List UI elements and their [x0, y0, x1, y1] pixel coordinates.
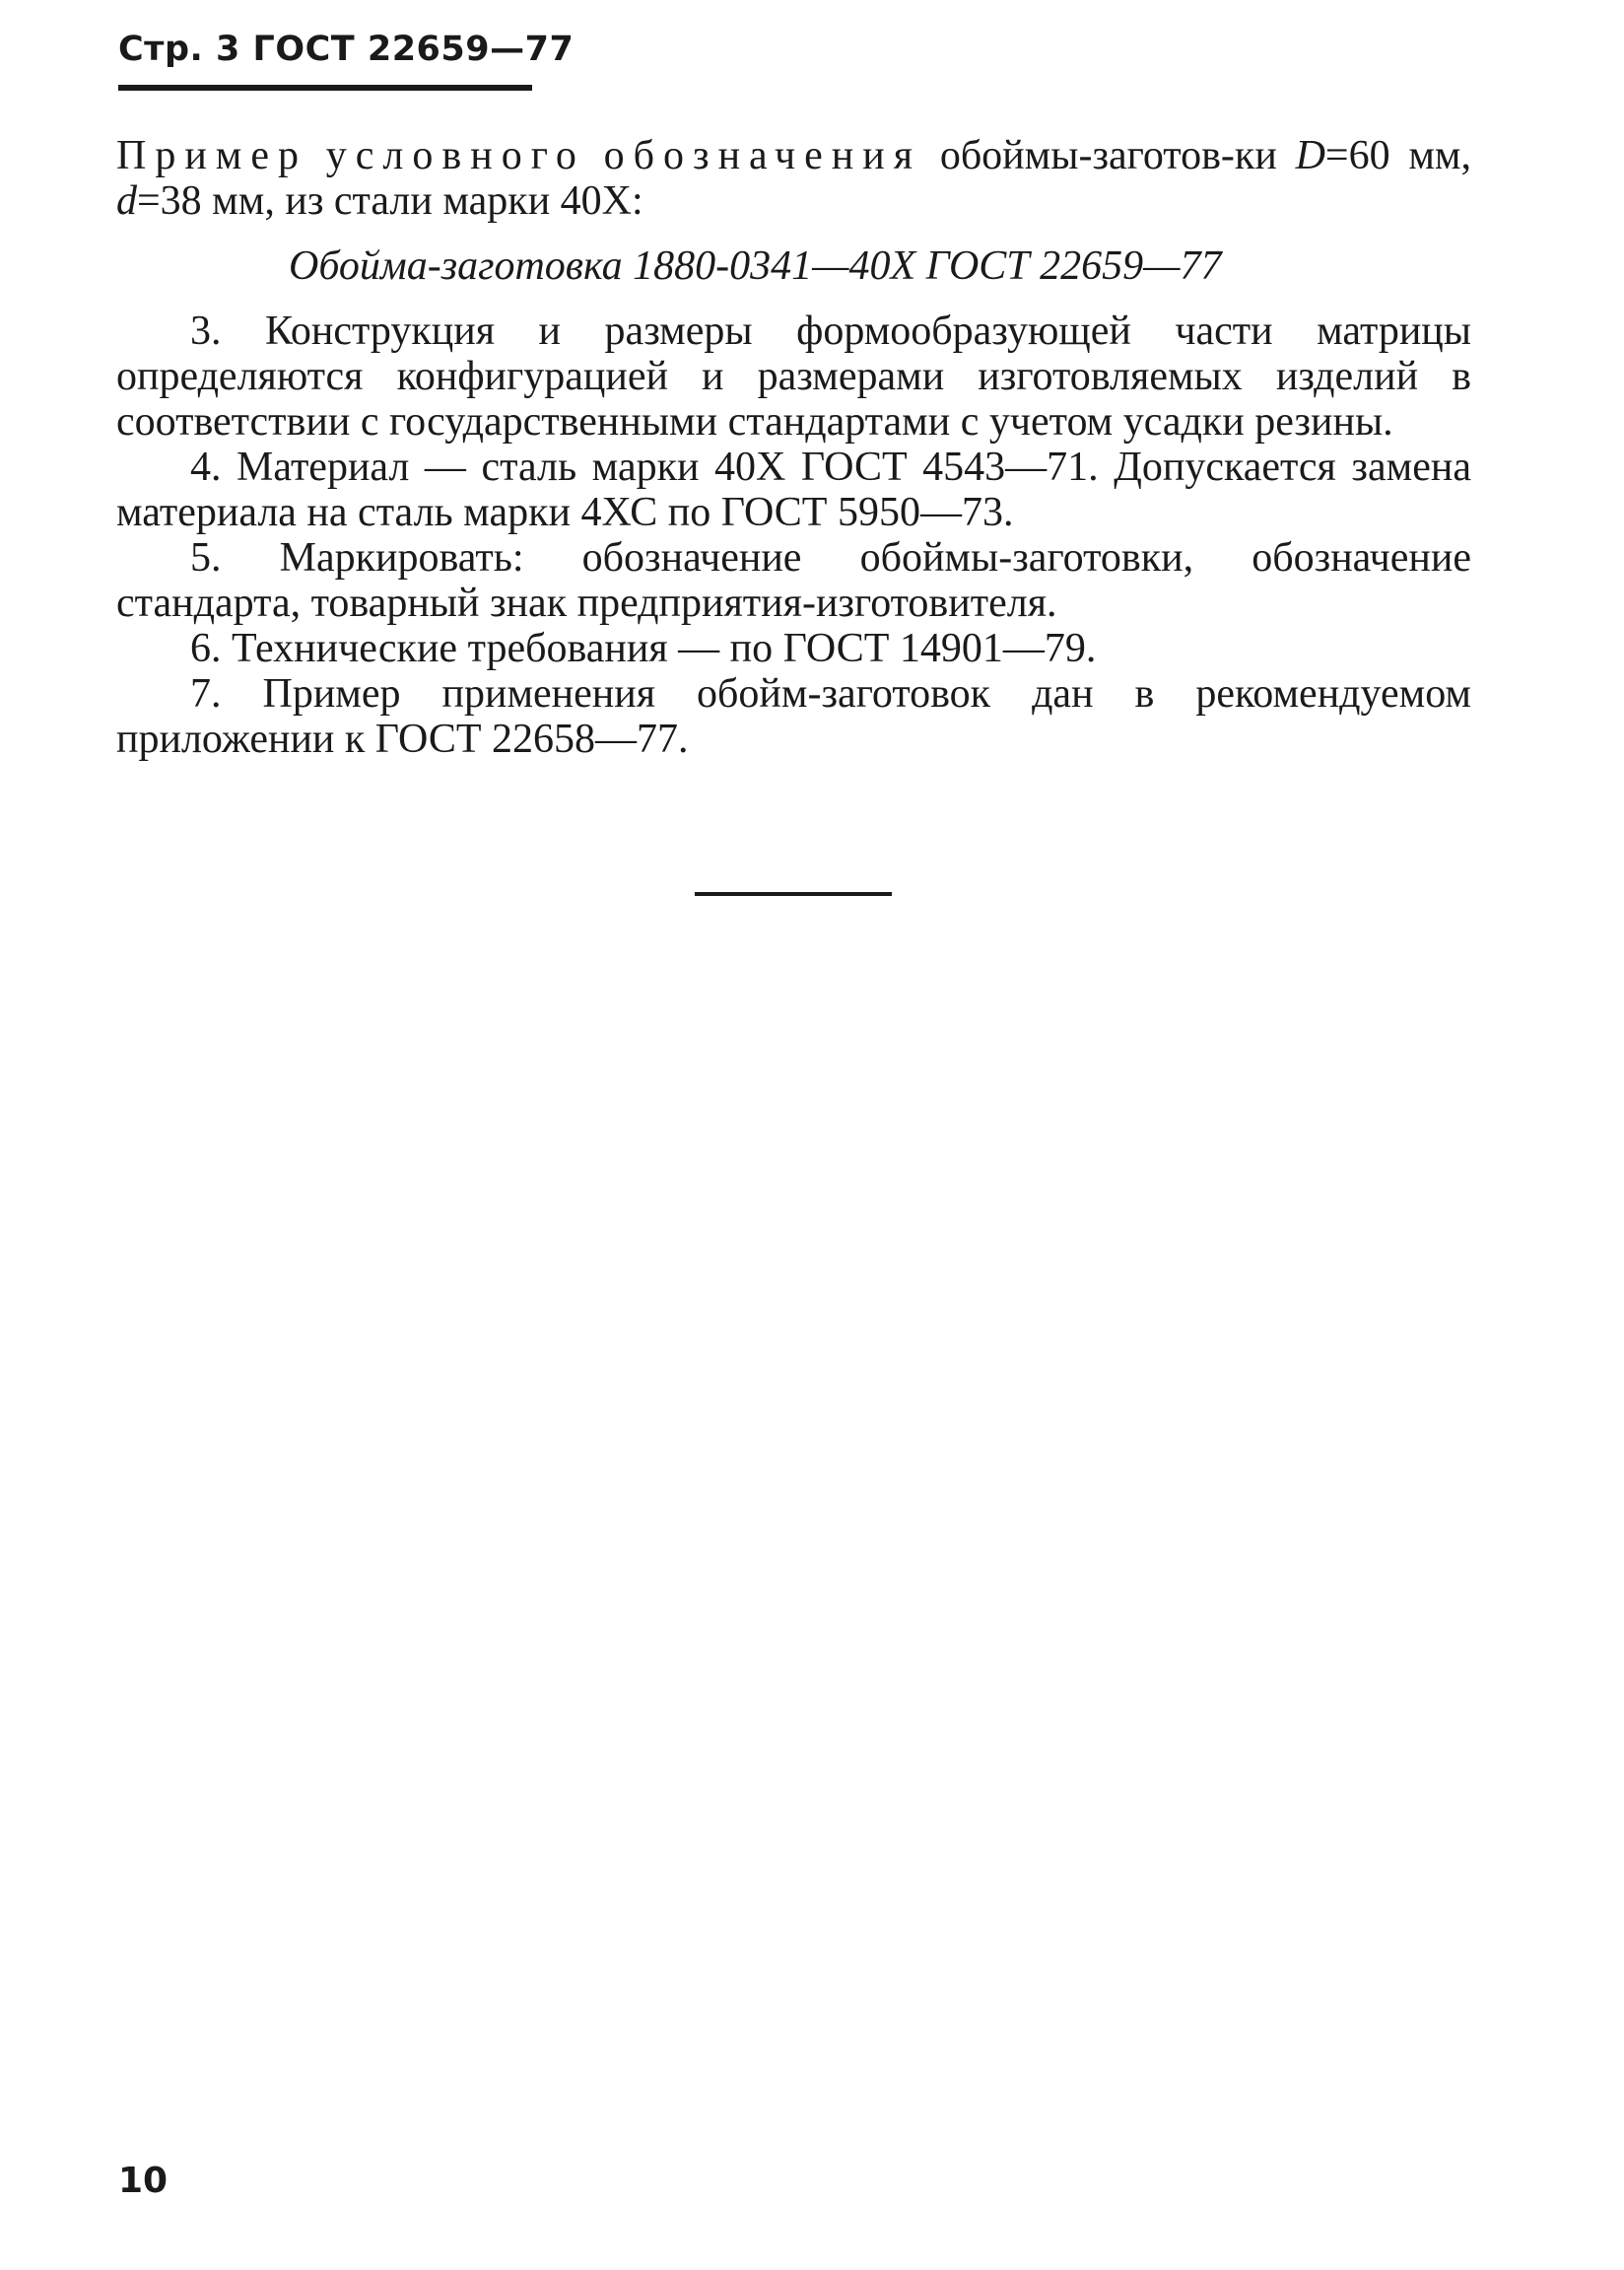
equation-D: =60 мм,	[1324, 133, 1471, 178]
paragraph-6: 6. Технические требования — по ГОСТ 14901—79.	[190, 626, 1097, 671]
example-designation: Обойма-заготовка 1880-0341—40Х ГОСТ 22659—77	[289, 243, 1222, 289]
page-header-title: Стр. 3 ГОСТ 22659—77	[118, 30, 575, 69]
paragraph-7: 7. Пример применения обойм-заготовок дан в рекомендуемом приложении к ГОСТ 22658—77.	[116, 671, 1471, 762]
header-rule	[118, 85, 532, 91]
page-number: 10	[118, 2161, 169, 2201]
example-intro	[116, 133, 1471, 224]
example-intro-word-2: условного	[325, 133, 585, 178]
equation-d: =38 мм, из стали марки 40Х:	[137, 178, 643, 224]
paragraph-3: 3. Конструкция и размеры формообразующей части матрицы определяются конфигурацией и размерами изготовляемых изделий в соответствии с государственными стандартами с учетом усадки резины.	[116, 309, 1471, 445]
paragraph-4: 4. Материал — сталь марки 40Х ГОСТ 4543—71. Допускается замена материала на сталь марки 4ХС по ГОСТ 5950—73.	[116, 445, 1471, 535]
end-rule	[695, 892, 892, 896]
example-intro-word-3: обозначения	[603, 133, 922, 178]
variable-d: d	[116, 178, 137, 224]
page-header	[118, 28, 575, 91]
example-intro-word-1: Пример	[116, 133, 308, 178]
paragraph-5: 5. Маркировать: обозначение обоймы-заготовки, обозначение стандарта, товарный знак предприятия-изготовителя.	[116, 535, 1471, 626]
document-body	[116, 133, 1471, 762]
example-intro-rest: обоймы-заготов-ки	[921, 133, 1296, 178]
variable-D: D	[1295, 133, 1325, 178]
